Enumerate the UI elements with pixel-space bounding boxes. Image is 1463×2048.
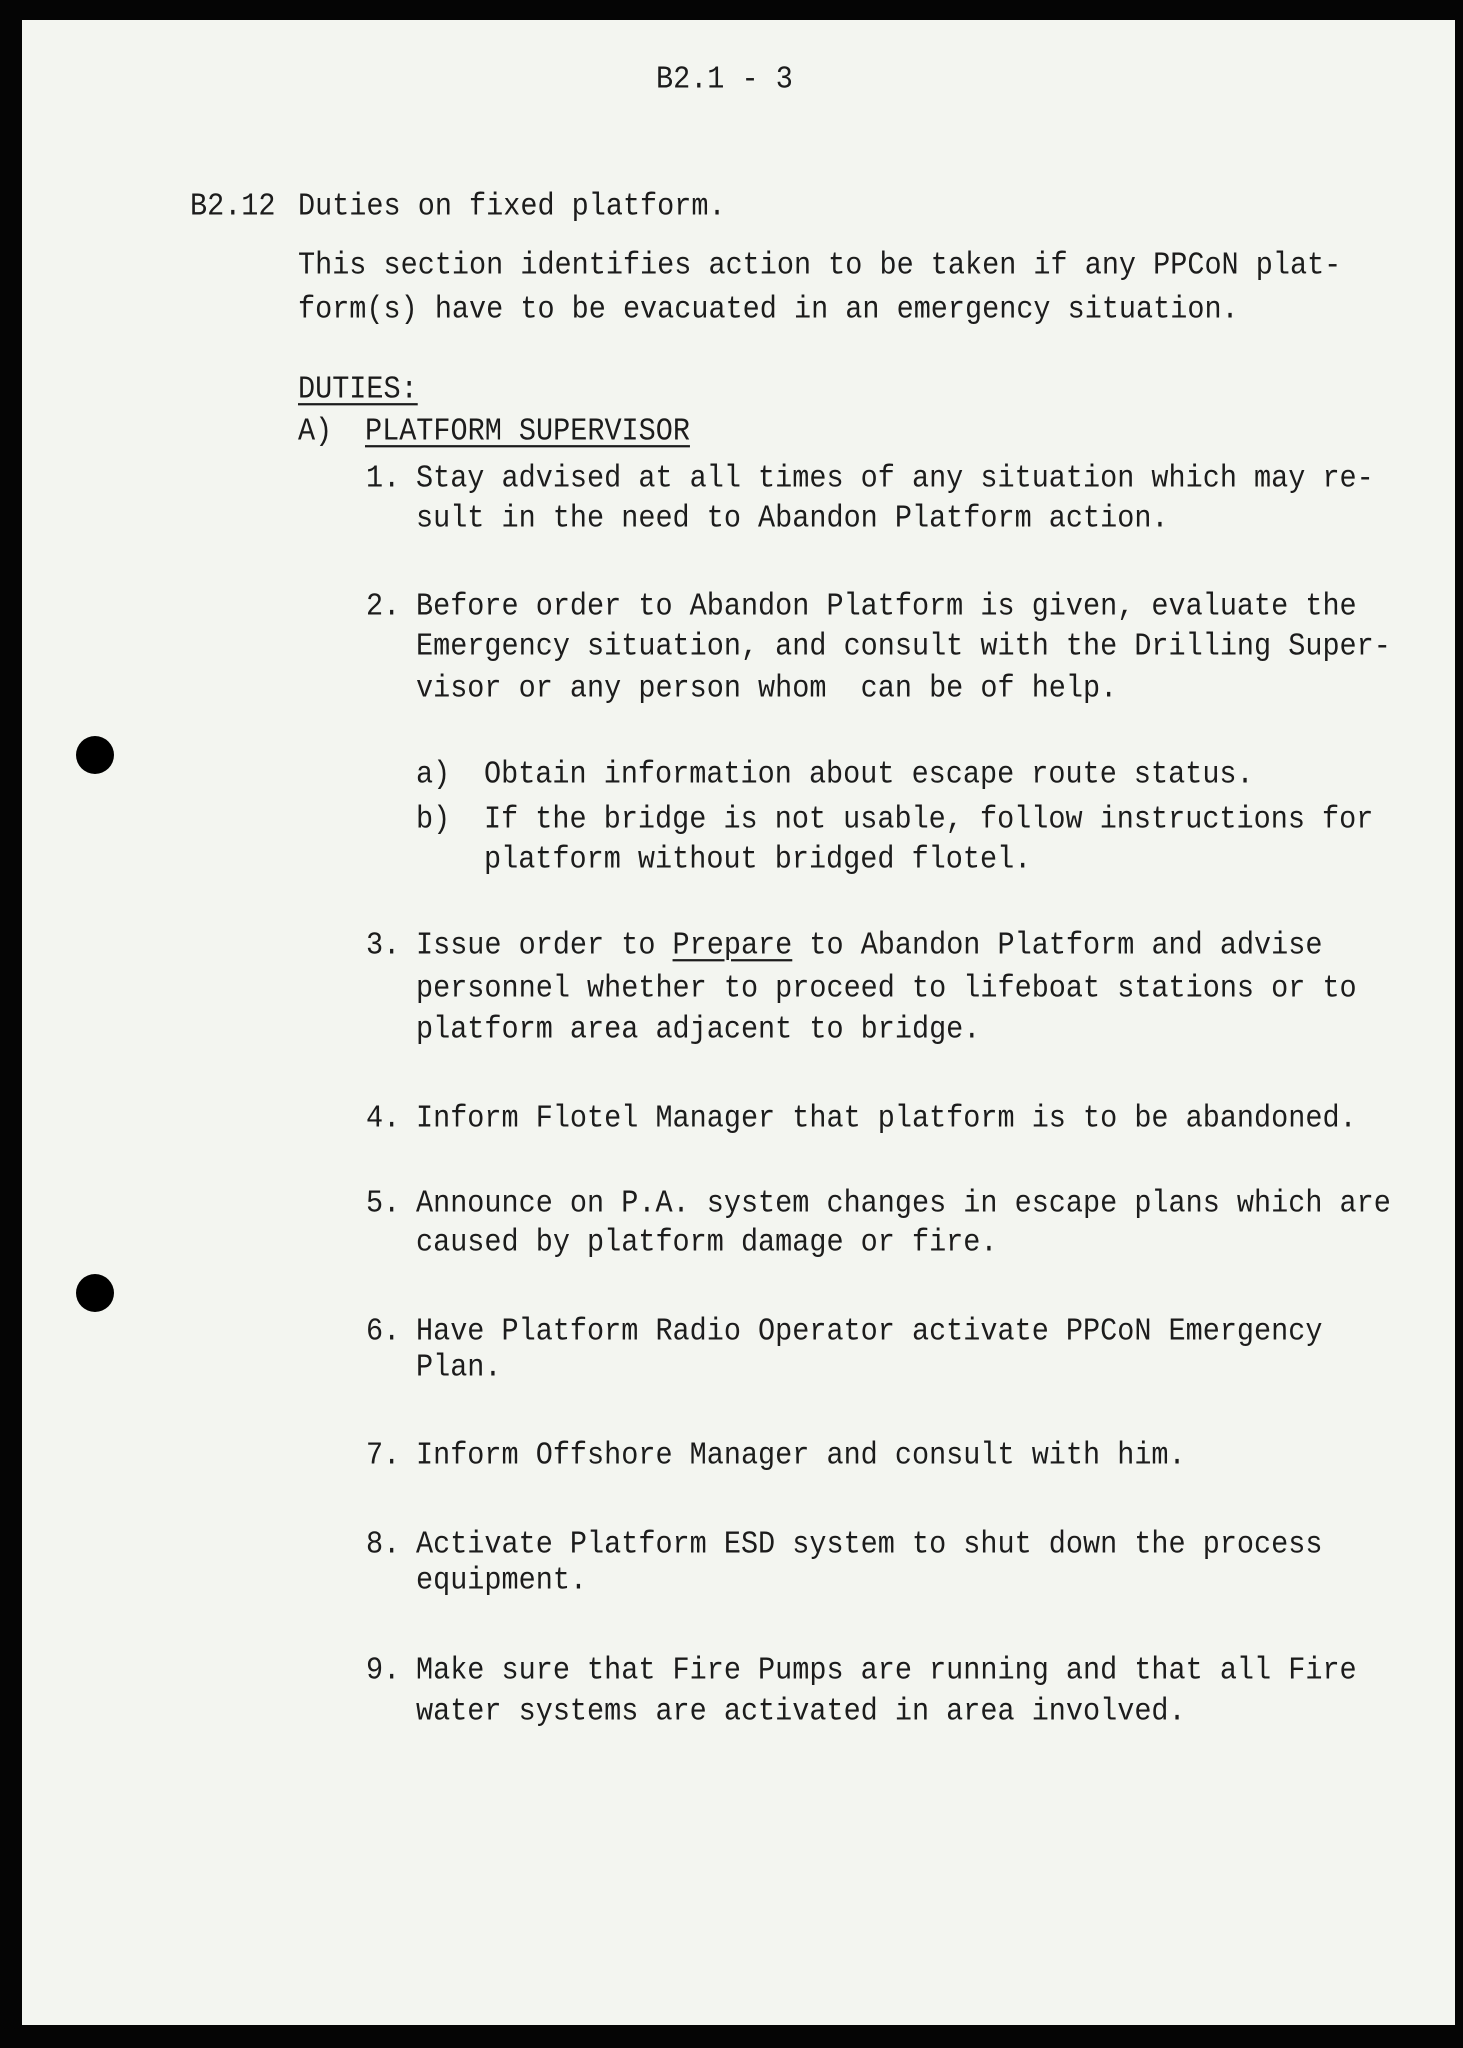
subitem-line: Obtain information about escape route status. — [484, 755, 1254, 793]
item-line: sult in the need to Abandon Platform action. — [416, 499, 1169, 537]
item-number: 7. — [366, 1436, 401, 1474]
item-line: water systems are activated in area involved. — [416, 1692, 1186, 1730]
role-letter: A) — [298, 412, 333, 450]
intro-line: form(s) have to be evacuated in an emergency situation. — [298, 290, 1239, 328]
subitem-line: If the bridge is not usable, follow instructions for — [484, 800, 1374, 838]
item-line: Inform Flotel Manager that platform is to be abandoned. — [416, 1099, 1357, 1137]
item-line: Make sure that Fire Pumps are running and that all Fire — [416, 1651, 1357, 1689]
item-number: 9. — [366, 1651, 401, 1689]
item-text: to Abandon Platform and advise — [792, 926, 1323, 964]
page-number: B2.1 - 3 — [656, 60, 793, 98]
item-number: 2. — [366, 587, 401, 625]
item-line: Emergency situation, and consult with the Drilling Super- — [416, 627, 1391, 665]
item-line: visor or any person whom can be of help. — [416, 669, 1118, 707]
section-number: B2.12 — [190, 187, 276, 225]
item-number: 1. — [366, 459, 401, 497]
item-line: personnel whether to proceed to lifeboat stations or to — [416, 969, 1357, 1007]
item-text: Issue order to — [416, 926, 673, 964]
intro-line: This section identifies action to be taken if any PPCoN plat- — [298, 246, 1342, 284]
item-line: Stay advised at all times of any situation which may re- — [416, 459, 1374, 497]
item-number: 5. — [366, 1184, 401, 1222]
item-line: Inform Offshore Manager and consult with him. — [416, 1436, 1186, 1474]
item-line: Announce on P.A. system changes in escape plans which are — [416, 1184, 1391, 1222]
item-number: 3. — [366, 926, 401, 964]
subitem-letter: b) — [416, 800, 451, 838]
punch-hole — [76, 736, 114, 774]
emphasis-prepare: Prepare — [672, 926, 793, 964]
duties-heading: DUTIES: — [298, 370, 418, 408]
item-line: equipment. — [416, 1561, 588, 1599]
item-line: Plan. — [416, 1348, 502, 1386]
subitem-letter: a) — [416, 755, 451, 793]
item-line: Have Platform Radio Operator activate PPCoN Emergency — [416, 1312, 1323, 1350]
item-number: 8. — [366, 1525, 401, 1563]
item-line: platform area adjacent to bridge. — [416, 1010, 981, 1048]
item-number: 4. — [366, 1099, 401, 1137]
item-line: Before order to Abandon Platform is given, evaluate the — [416, 587, 1357, 625]
subitem-line: platform without bridged flotel. — [484, 840, 1032, 878]
item-number: 6. — [366, 1312, 401, 1350]
punch-hole — [76, 1274, 114, 1312]
section-title: Duties on fixed platform. — [298, 187, 726, 225]
item-line: Activate Platform ESD system to shut down the process — [416, 1525, 1323, 1563]
item-line: caused by platform damage or fire. — [416, 1223, 998, 1261]
item-line — [416, 926, 1323, 964]
role-title: PLATFORM SUPERVISOR — [365, 412, 690, 450]
